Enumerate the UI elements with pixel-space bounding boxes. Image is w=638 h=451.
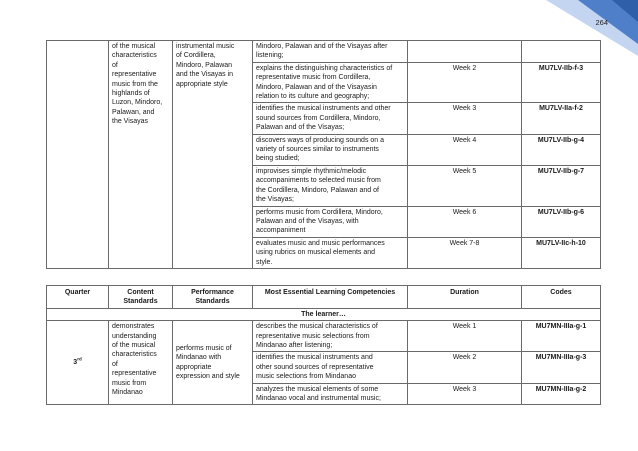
duration-cell: Week 2 xyxy=(408,62,522,103)
competency-line: performs music from Cordillera, Mindoro, xyxy=(256,208,383,216)
competency-line: music selections from Mindanao xyxy=(256,373,356,381)
content-standard-cell xyxy=(109,321,173,405)
competency-line: representative music from Cordillera, xyxy=(256,74,371,82)
competency-line: Palawan and of the Visayas, with xyxy=(256,217,359,225)
code-cell: MU7LV-IIb-f-3 xyxy=(522,62,601,103)
competency-line: explains the distinguishing characteristics of xyxy=(256,64,393,72)
performance-standard-line: appropriate xyxy=(176,363,212,371)
content-standard-line: representative xyxy=(112,71,157,79)
competency-line: Mindanao vocal and instrumental music; xyxy=(256,395,381,403)
code-cell: MU7MN-IIIa-g-2 xyxy=(522,383,601,405)
content-standard-line: characteristics xyxy=(112,52,157,60)
content-standard-line: of xyxy=(112,360,118,368)
th-quarter: Quarter xyxy=(47,286,109,309)
performance-standard-line: of Cordillera, xyxy=(176,52,216,60)
competency-line: representative music selections from xyxy=(256,332,370,340)
competency-cell xyxy=(253,206,408,237)
content-standard-cell xyxy=(109,41,173,269)
performance-standard-line: expression and style xyxy=(176,373,240,381)
competency-line: Palawan and of the Visayas; xyxy=(256,124,345,132)
duration-cell xyxy=(408,41,522,63)
content-standard-line: of the musical xyxy=(112,342,156,350)
competency-line: relation to its culture and geography; xyxy=(256,93,370,101)
learner-label: The learner… xyxy=(47,308,601,320)
page-number: 264 xyxy=(595,18,608,27)
competency-line: using rubrics on musical elements and xyxy=(256,249,376,257)
content-standard-line: demonstrates xyxy=(112,323,155,331)
header-line: Content xyxy=(127,289,154,296)
performance-standard-line: Mindoro, Palawan xyxy=(176,61,233,69)
header-line: Standards xyxy=(123,298,158,306)
competency-line: Mindoro, Palawan and of the Visayas after xyxy=(256,43,388,50)
performance-standard-cell xyxy=(173,321,253,405)
duration-cell: Week 7-8 xyxy=(408,237,522,268)
performance-standard-line: instrumental music xyxy=(176,43,235,50)
header-row xyxy=(47,286,601,309)
competency-cell xyxy=(253,41,408,63)
quarter-suffix: rd xyxy=(77,356,82,362)
header-line: Standards xyxy=(195,298,230,306)
code-cell: MU7MN-IIIa-g-3 xyxy=(522,352,601,383)
competency-line: being studied; xyxy=(256,155,300,163)
competency-cell xyxy=(253,165,408,206)
competency-cell xyxy=(253,352,408,383)
duration-cell: Week 3 xyxy=(408,383,522,405)
competency-line: improvises simple rhythmic/melodic xyxy=(256,167,367,175)
code-cell: MU7LV-IIc-h-10 xyxy=(522,237,601,268)
content-standard-line: of the musical xyxy=(112,43,156,50)
competency-cell xyxy=(253,383,408,405)
competency-line: style. xyxy=(256,258,273,266)
code-cell: MU7LV-IIb-g-4 xyxy=(522,134,601,165)
performance-standard-line: Mindanao with xyxy=(176,354,222,362)
content-standard-line: music from xyxy=(112,379,147,387)
competency-line: Mindanao after listening; xyxy=(256,342,333,350)
performance-standard-cell xyxy=(173,41,253,269)
learner-row xyxy=(47,308,601,320)
competency-line: accompaniment xyxy=(256,227,306,235)
upper-curriculum-table xyxy=(46,40,601,269)
content-standard-line: Palawan, and xyxy=(112,108,155,116)
empty-cell xyxy=(47,41,109,269)
competency-line: describes the musical characteristics of xyxy=(256,323,378,331)
content-standard-line: Luzon, Mindoro, xyxy=(112,99,163,107)
code-cell: MU7MN-IIIa-g-1 xyxy=(522,321,601,352)
content-standard-line: Mindanao xyxy=(112,389,143,397)
duration-cell: Week 1 xyxy=(408,321,522,352)
competency-line: sound sources from Cordillera, Mindoro, xyxy=(256,114,381,122)
quarter-cell xyxy=(47,321,109,405)
code-cell xyxy=(522,41,601,63)
competency-line: other sound sources of representative xyxy=(256,363,374,371)
duration-cell: Week 5 xyxy=(408,165,522,206)
performance-standard-line: appropriate style xyxy=(176,80,228,88)
code-cell: MU7LV-IIb-g-7 xyxy=(522,165,601,206)
duration-cell: Week 4 xyxy=(408,134,522,165)
competency-cell xyxy=(253,237,408,268)
content-standard-line: music from the xyxy=(112,80,158,88)
th-content-standards xyxy=(109,286,173,309)
code-cell: MU7LV-IIa-f-2 xyxy=(522,103,601,134)
content-standard-line: highlands of xyxy=(112,90,150,98)
competency-cell xyxy=(253,62,408,103)
header-line: Performance xyxy=(191,289,234,296)
content-standard-line: characteristics xyxy=(112,351,157,359)
competency-line: evaluates music and music performances xyxy=(256,239,385,247)
content-standard-line: understanding xyxy=(112,332,157,340)
th-competencies: Most Essential Learning Competencies xyxy=(253,286,408,309)
competency-cell xyxy=(253,103,408,134)
th-codes: Codes xyxy=(522,286,601,309)
content-standard-line: of xyxy=(112,61,118,69)
quarter-number: 3 xyxy=(73,359,78,367)
competency-line: listening; xyxy=(256,52,284,60)
competency-line: Mindoro, Palawan and of the Visayasin xyxy=(256,83,377,91)
competency-cell xyxy=(253,134,408,165)
competency-line: identifies the musical instruments and other xyxy=(256,105,391,113)
competency-line: variety of sources similar to instruments xyxy=(256,146,379,154)
content-standard-line: the Visayas xyxy=(112,118,149,126)
competency-line: discovers ways of producing sounds on a xyxy=(256,136,385,144)
competency-line: the Cordillera, Mindoro, Palawan and of xyxy=(256,186,379,194)
table-row xyxy=(47,321,601,352)
duration-cell: Week 2 xyxy=(408,352,522,383)
competency-line: identifies the musical instruments and xyxy=(256,354,373,362)
table-row xyxy=(47,41,601,63)
code-cell: MU7LV-IIb-g-6 xyxy=(522,206,601,237)
performance-standard-line: performs music of xyxy=(176,345,232,353)
competency-line: analyzes the musical elements of some xyxy=(256,385,379,393)
th-performance-standards xyxy=(173,286,253,309)
duration-cell: Week 3 xyxy=(408,103,522,134)
competency-line: accompaniments to selected music from xyxy=(256,177,381,185)
duration-cell: Week 6 xyxy=(408,206,522,237)
competency-cell xyxy=(253,321,408,352)
th-duration: Duration xyxy=(408,286,522,309)
content-standard-line: representative xyxy=(112,370,157,378)
competency-line: the Visayas; xyxy=(256,196,295,204)
lower-curriculum-table xyxy=(46,285,601,405)
performance-standard-line: and the Visayas in xyxy=(176,71,234,79)
